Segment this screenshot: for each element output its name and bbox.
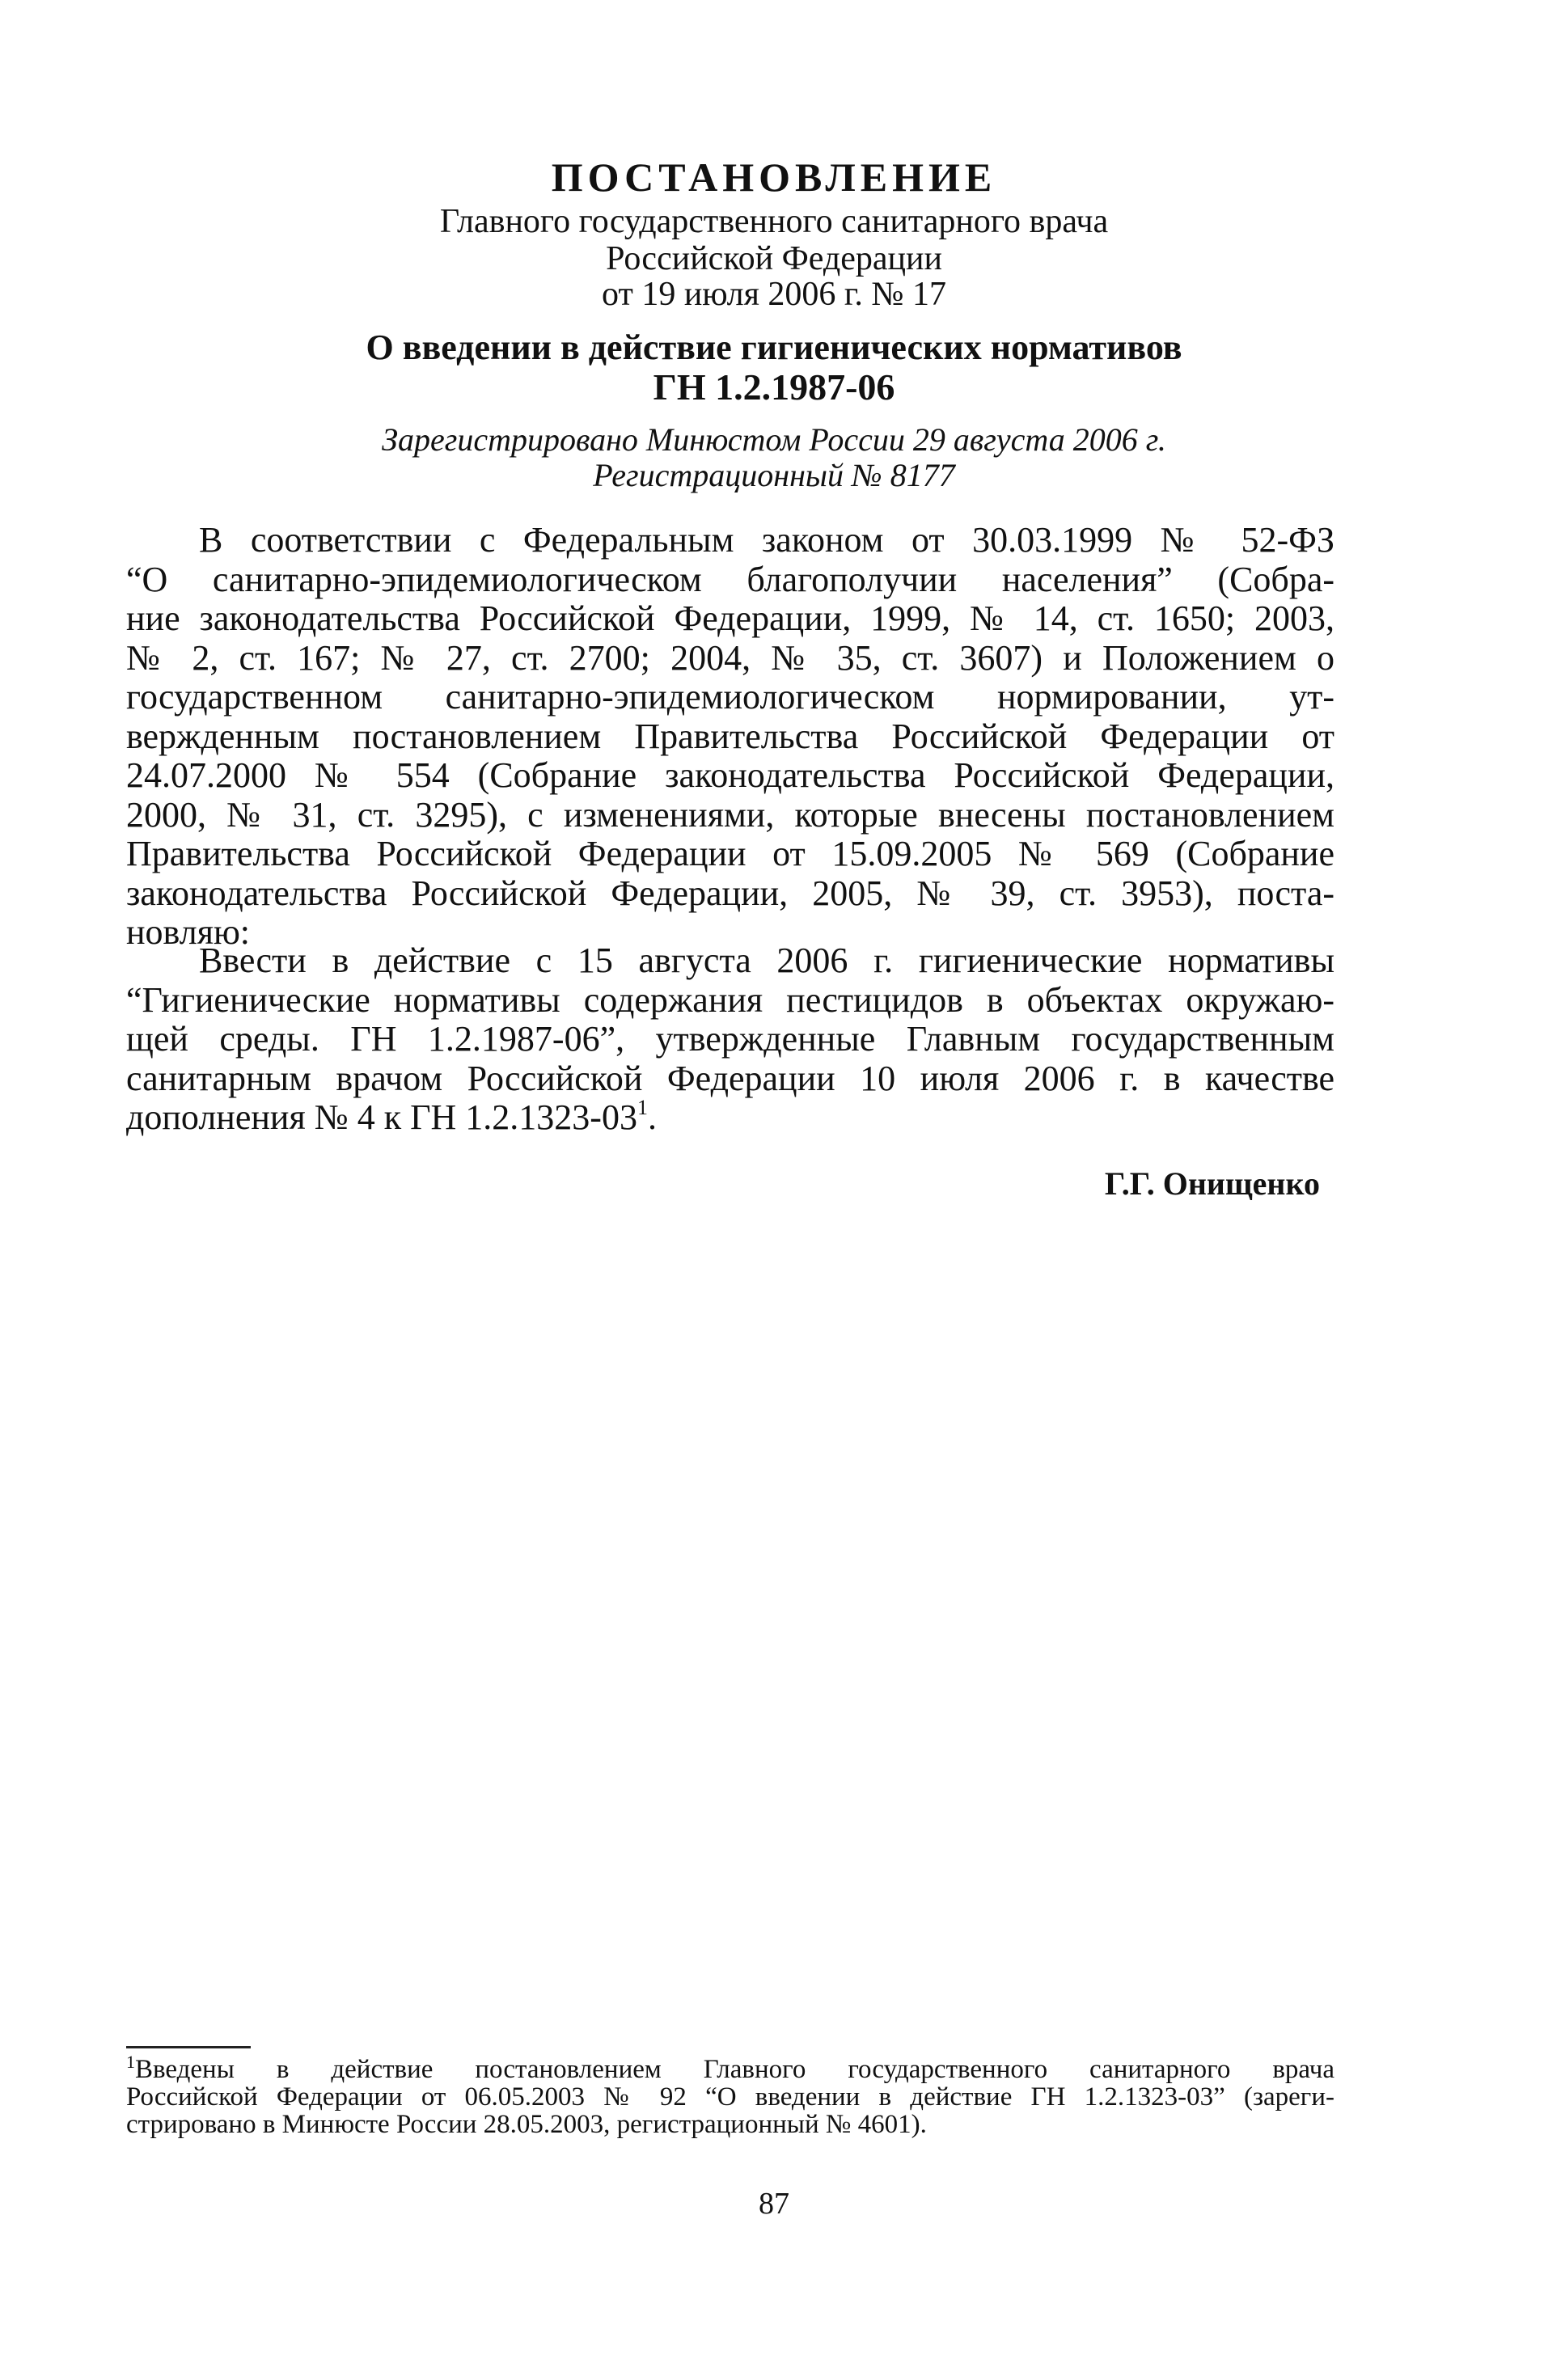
footnote-text: Введены в действие постановлением Главного государственного санитарного врача: [135, 2055, 1334, 2084]
sentence-end: .: [647, 1097, 657, 1137]
paragraph-final-line: [126, 1098, 1334, 1138]
issuer-line-1: Главного государственного санитарного врача: [439, 203, 1109, 240]
paragraph-line: Правительства Российской Федерации от 15.09.2005 № 569 (Собрание: [126, 834, 1334, 873]
paragraph-line-text: дополнения № 4 к ГН 1.2.1323-03: [126, 1097, 637, 1137]
paragraph-line: ние законодательства Российской Федерации, 1999, № 14, ст. 1650; 2003,: [126, 598, 1334, 638]
paragraph-line: Ввести в действие с 15 августа 2006 г. гигиенические нормативы: [199, 941, 1334, 980]
body-paragraph-1: [126, 521, 1334, 953]
paragraph-line: “Гигиенические нормативы содержания пестицидов в объектах окружаю-: [126, 979, 1334, 1020]
footnote-line: стрировано в Минюсте России 28.05.2003, регистрационный № 4601).: [126, 2110, 927, 2139]
registration-line-1: Зарегистрировано Минюстом России 29 августа 2006 г.: [382, 421, 1166, 458]
paragraph-line: 24.07.2000 № 554 (Собрание законодательства Российской Федерации,: [126, 755, 1334, 795]
body-paragraph-2: [126, 941, 1334, 1138]
footnote-divider: [126, 2046, 251, 2048]
paragraph-line: законодательства Российской Федерации, 2005, № 39, ст. 3953), поста-: [126, 873, 1334, 913]
subject-line-1: О введении в действие гигиенических нормативов: [366, 328, 1182, 367]
page-number: 87: [759, 2187, 789, 2221]
paragraph-line: санитарным врачом Российской Федерации 10 июля 2006 г. в качестве: [126, 1058, 1334, 1098]
paragraph-line: государственном санитарно-эпидемиологическом нормировании, ут-: [126, 677, 1334, 717]
paragraph-line: В соответствии с Федеральным законом от 30.03.1999 № 52-ФЗ: [199, 520, 1334, 560]
footnote-line: [126, 2052, 1334, 2084]
footnote-reference: 1: [637, 1096, 648, 1119]
issuer-line-2: Российской Федерации: [606, 240, 942, 277]
paragraph-line: щей среды. ГН 1.2.1987-06”, утвержденные Главным государственным: [126, 1019, 1334, 1059]
paragraph-line: 2000, № 31, ст. 3295), с изменениями, которые внесены постановлением: [126, 794, 1334, 835]
footnote-marker: 1: [126, 2052, 135, 2072]
paragraph-line: № 2, ст. 167; № 27, ст. 2700; 2004, № 35, ст. 3607) и Положением о: [126, 637, 1334, 678]
date-and-number: от 19 июля 2006 г. № 17: [602, 276, 946, 313]
paragraph-line: вержденным постановлением Правительства Российской Федерации от: [126, 716, 1334, 756]
subject-line-2: ГН 1.2.1987-06: [653, 366, 895, 408]
footnote-line: Российской Федерации от 06.05.2003 № 92 “О введении в действие ГН 1.2.1323-03” (зареги-: [126, 2082, 1334, 2112]
footnote: [126, 2052, 1334, 2139]
paragraph-line: “О санитарно-эпидемиологическом благополучии населения” (Собра-: [126, 559, 1334, 599]
registration-number: Регистрационный № 8177: [593, 457, 955, 493]
paragraph-line: новляю:: [126, 912, 251, 952]
signature-name: Г.Г. Онищенко: [1104, 1165, 1320, 1202]
document-type-heading: ПОСТАНОВЛЕНИЕ: [551, 154, 997, 200]
